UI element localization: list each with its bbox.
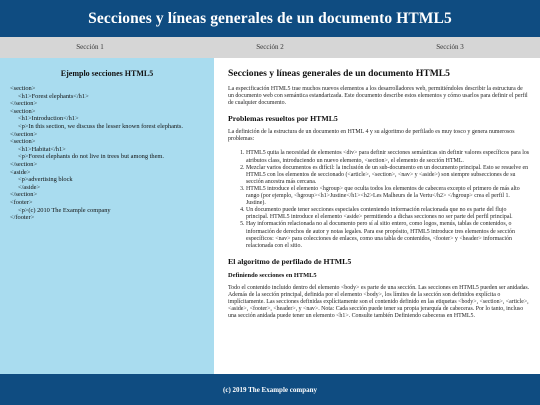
problem-item: 3. HTML5 introduce el elemento <hgroup> que oculta todos los elementos de cabecera excepto el primero de más alto rango (por ejemplo, <hgroup><h1>Justine</h1><h2>Les Malheurs de la Vertu</h2> </hgroup> crea el perfil 1. Justine). (246, 186, 530, 207)
site-footer (0, 374, 540, 405)
algorithm-heading: El algoritmo de perfilado de HTML5 (228, 256, 352, 266)
code-line: <p>In this section, we discuss the lesser known forest elephants. (18, 122, 183, 130)
problems-intro: La definición de la estructura de un documento en HTML 4 y su algoritmo de perfilado es muy tosco y genera numerosos problemas: (228, 129, 515, 143)
problems-list (238, 150, 530, 249)
problem-item: 2. Mezclar varios documentos es difícil: la inclusión de un sub-documento en un documento principal. Esto se resuelve en HTML5 con los elementos de seccionado (<article>, <section>, <nav> y <aside>) son siempre subsecciones de su sección ancestra más cercana. (246, 165, 530, 186)
code-line: </section> (10, 191, 38, 199)
problem-item: 4. Un documento puede tener secciones especiales conteniendo información relacionada que no es parte del flujo principal. HTML5 introduce el elemento <aside> permitiendo a dichas secciones no ser parte del perfil principal. (246, 207, 530, 221)
intro-paragraph: La especificación HTML5 trae muchos nuevos elementos a los desarrolladores web, permitiéndoles describir la estructura de un documento web con semántica estandarizada. Este documento describe estos elementos y cómo usarlos para definir el perfil de cualquier documento. (228, 86, 528, 107)
nav-item-seccion-1[interactable]: Sección 1 (76, 43, 104, 51)
defining-heading: Definiendo secciones en HTML5 (228, 271, 317, 279)
site-title: Secciones y líneas generales de un documento HTML5 (88, 9, 452, 27)
code-line: <p>advertising block (18, 176, 73, 184)
code-line: </section> (10, 100, 38, 108)
footer-text: (c) 2019 The Example company (223, 385, 317, 394)
nav-item-seccion-2[interactable]: Sección 2 (256, 43, 284, 51)
code-line: <section> (10, 107, 36, 115)
defining-paragraph: Todo el contenido incluido dentro del elemento <body> es parte de una sección. Las secciones en HTML5 pueden ser anidadas. Además de la sección principal, definida por el elemento <body>, los límites de la sección son definidos explícita o implícitamente. Las secciones definidas explícitamente son el contenido definido en las etiquetas <body>, <section>, <article>, <aside>, <footer>, <header>, y <nav>. Nota: Cada sección puede tener su propia jerarquía de cabeceras. Por lo tanto, incluso una sección anidada puede tener un elemento <h1>. Consulte también Definiendo cabeceras en HTML5. (228, 284, 530, 320)
code-line: <h1>Habitat</h1> (18, 145, 66, 153)
code-line: <section> (10, 85, 36, 92)
article-title: Secciones y líneas generales de un documento HTML5 (228, 68, 450, 79)
code-line: <h1>Introduction</h1> (18, 115, 79, 123)
code-line: <h1>Forest elephants</h1> (18, 92, 89, 100)
code-sample (10, 85, 204, 222)
problem-item: 1. HTML5 quita la necesidad de elementos <div> para definir secciones semánticas sin definir valores específicos para los atributos class, introduciendo un nuevo elemento, <section>, el elemento de sección HTML. (246, 150, 530, 164)
example-sidebar (0, 58, 214, 374)
code-line: <p>Forest elephants do not live in trees but among them. (18, 153, 165, 161)
code-line: <section> (10, 138, 36, 146)
code-line: </aside> (18, 183, 41, 191)
code-line: </footer> (10, 214, 35, 222)
main-content (214, 58, 540, 374)
nav-item-seccion-3[interactable]: Sección 3 (436, 43, 464, 51)
code-line: </section> (10, 160, 38, 168)
site-header (0, 0, 540, 37)
sidebar-title: Ejemplo secciones HTML5 (60, 69, 154, 78)
problem-item: 5. Hay información relacionada no al documento pero sí al sitio entero, como logos, menús, tablas de contenidos, o información de derechos de autor y notas legales. Para ese propósito, HTML5 introduce tres elementos de sección específicos: <nav> para colecciones de enlaces, como una tabla de contenidos, <footer> y <header> información relacionada con el sitio. (246, 221, 530, 249)
code-line: <aside> (10, 168, 31, 176)
section-nav (0, 37, 540, 58)
code-line: <footer> (10, 198, 33, 206)
problems-heading: Problemas resueltos por HTML5 (228, 114, 338, 124)
code-line: </section> (10, 130, 38, 138)
code-line: <p>(c) 2010 The Example company (18, 206, 111, 214)
